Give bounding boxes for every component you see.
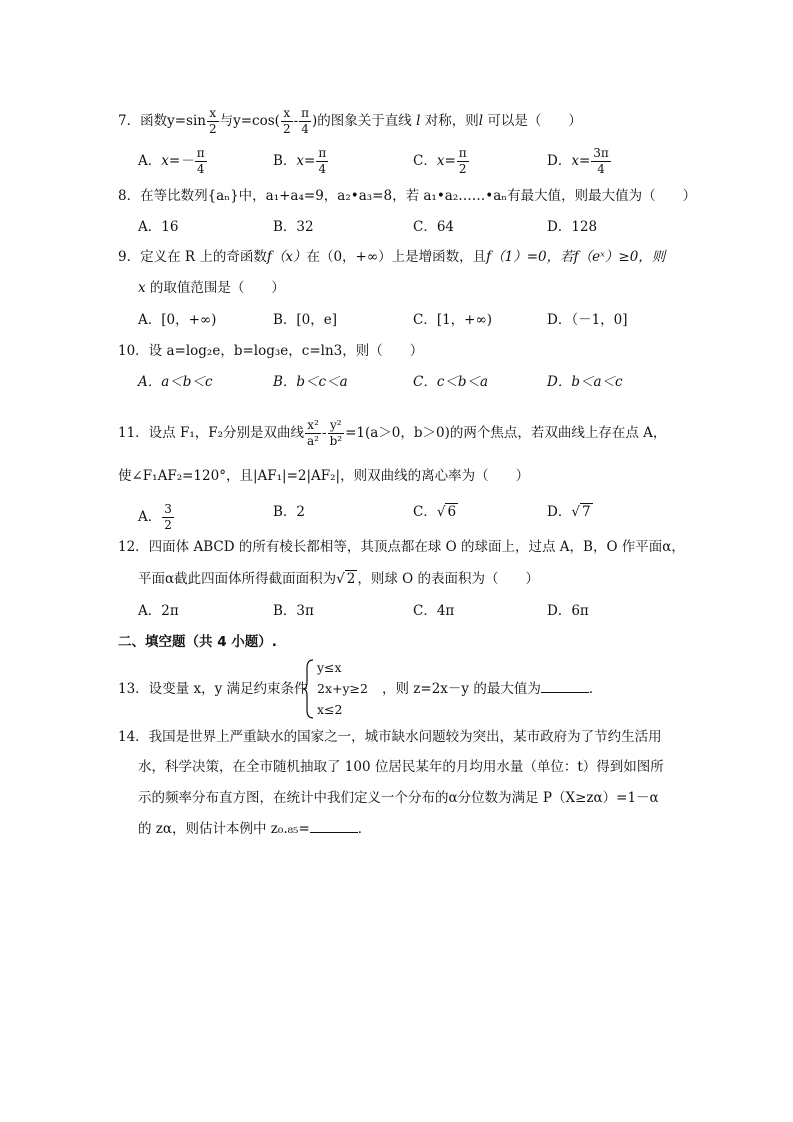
- q11-frac-x: [305, 418, 321, 449]
- q8-option-b: B．32: [273, 219, 314, 235]
- q8-option-a: A．16: [138, 219, 179, 235]
- q11-stem: [118, 418, 666, 449]
- q9-option-b: B．[0，e]: [273, 312, 338, 328]
- q7-minus: -: [293, 113, 299, 129]
- q11-d-sqrt: √ 7: [571, 504, 591, 520]
- q9-f1: f（1）=0，若: [486, 249, 574, 265]
- q10-option-d: D．b＜a＜c: [547, 374, 623, 390]
- q14-line1: 14．我国是世界上严重缺水的国家之一，城市缺水问题较为突出，某市政府为了节约生活用: [118, 729, 662, 745]
- q7-option-d: [547, 146, 612, 177]
- q11-a-den: 2: [164, 518, 172, 532]
- q9-x: x: [138, 280, 146, 296]
- q7-tail-b: 对称，则: [424, 113, 479, 129]
- q11-minus: -: [322, 425, 327, 441]
- q7-d-val: x=: [571, 153, 591, 169]
- q7-tail-a: )的图象关于直线: [312, 113, 412, 129]
- q7-c-label: C．: [413, 153, 437, 169]
- q9-option-d: D．（－1，0]: [547, 312, 628, 328]
- q13-stem-b-text: ，则 z=2x－y 的最大值为: [382, 681, 541, 697]
- q11-a-frac: [162, 502, 174, 533]
- q7-d-num: 3π: [593, 146, 609, 160]
- q7-option-c: [413, 146, 470, 177]
- q7-frac-x-2: [207, 106, 219, 137]
- q10-option-c: C．c＜b＜a: [413, 374, 489, 390]
- q12-line2b: ，则球 O 的表面积为（ ）: [357, 571, 539, 587]
- q8-option-c: C．64: [413, 219, 455, 235]
- q14-line2: 水，科学决策，在全市随机抽取了 100 位居民某年的月均用水量（单位：t）得到如图所: [138, 759, 664, 775]
- q11-c-sqrt: √ 6: [436, 504, 457, 520]
- q11-stem-a: 11．设点 F₁，F₂分别是双曲线: [118, 425, 305, 441]
- q11-frac-y: [328, 418, 345, 449]
- q11-b2: b²: [329, 434, 343, 448]
- q9-stem-1: 9．定义在 R 上的奇函数: [118, 249, 267, 265]
- q11-option-a: [138, 502, 175, 533]
- q7-frac-den: 2: [208, 122, 217, 136]
- q7-a-frac: [195, 146, 207, 177]
- q11-a-label: A．: [138, 509, 162, 525]
- q11-a-num: 3: [164, 502, 172, 516]
- q7-b-frac: [316, 146, 328, 177]
- q7-frac-num-b: x: [281, 106, 293, 122]
- q14-line4: [138, 819, 371, 839]
- q7-d-frac: [591, 146, 611, 177]
- q12-option-c: C．4π: [413, 603, 455, 619]
- q13-constraint-1: y≤x: [317, 660, 342, 675]
- q12-option-a: A．2π: [138, 603, 179, 619]
- q14-line3: 示的频率分布直方图，在统计中我们定义一个分布的α分位数为满足 P（X≥zα）=1－α: [138, 790, 659, 806]
- q7-frac-num: x: [207, 106, 219, 122]
- q11-x2: x²: [305, 418, 321, 434]
- q12-option-d: D．6π: [547, 603, 589, 619]
- q13-end: ．: [588, 681, 603, 697]
- q14-line4a: 的 zα，则估计本例中 z₀.₈₅=: [138, 821, 310, 837]
- q11-d-label: D．: [547, 504, 572, 520]
- q9-fe: f（eˣ）≥0，则: [573, 249, 666, 265]
- q9-f: f（x）: [266, 249, 307, 265]
- q9-option-c: C．[1，+∞): [413, 312, 493, 328]
- q11-c-rad: 6: [447, 504, 457, 520]
- q7-b-label: B．: [273, 153, 297, 169]
- q11-stem-b: =1(a＞0，b＞0)的两个焦点，若双曲线上存在点 A，: [345, 425, 667, 441]
- q12-line2a: 平面α截此四面体所得截面面积为: [138, 571, 337, 587]
- q10-option-a: A．a＜b＜c: [138, 374, 213, 390]
- q7-d-label: D．: [547, 153, 572, 169]
- q14-end: ．: [357, 821, 372, 837]
- q13-answer-blank[interactable]: [541, 680, 589, 693]
- q9-stem-2: 在（0，+∞）上是增函数，且: [306, 249, 487, 265]
- q11-y2: y²: [328, 418, 345, 434]
- q12-stem-line2: [138, 569, 539, 589]
- q11-option-c: [413, 502, 458, 522]
- q7-option-a: [138, 146, 208, 177]
- q7-frac-4: 4: [301, 122, 309, 136]
- q7-mid: 与y=cos(: [219, 113, 280, 129]
- q11-option-b: B．2: [273, 504, 306, 520]
- q9-stem-3: 的取值范围是（ ）: [149, 280, 285, 296]
- q7-a-label: A．: [138, 153, 162, 169]
- q7-c-frac: [457, 146, 469, 177]
- q7-l: l: [416, 113, 421, 129]
- q13-stem-a: 13．设变量 x，y 满足约束条件: [118, 681, 308, 697]
- q7-b-val: x=: [296, 153, 316, 169]
- q13-constraint-2: 2x+y≥2: [317, 681, 368, 696]
- q7-frac-x-2-b: [281, 106, 293, 137]
- q12-stem: 12．四面体 ABCD 的所有棱长都相等，其顶点都在球 O 的球面上，过点 A，B，O 作平面α，: [118, 539, 685, 555]
- q7-b-den: 4: [318, 162, 327, 176]
- q7-a-num: π: [196, 146, 205, 160]
- q12-sqrt: √ 2: [336, 571, 356, 587]
- q7-c-den: 2: [458, 162, 467, 176]
- q11-d-rad: 7: [581, 504, 591, 520]
- q12-option-b: B．3π: [273, 603, 314, 619]
- q9-stem-line2: [138, 278, 285, 298]
- q14-answer-blank[interactable]: [310, 820, 358, 833]
- q7-stem-a: 7．函数y=sin: [118, 113, 206, 129]
- q9-option-a: A．[0，+∞): [138, 312, 217, 328]
- q13-stem-b: [382, 679, 602, 699]
- q7-b-num: π: [318, 146, 327, 160]
- q7-frac-pi: π: [301, 106, 310, 120]
- q7-frac-pi-4: [299, 106, 311, 137]
- q7-tail-c: 可以是（ ）: [487, 113, 582, 129]
- q8-option-d: D．128: [547, 219, 598, 235]
- q9-stem: [118, 247, 665, 267]
- q7-d-den: 4: [597, 162, 605, 176]
- q11-stem-line2: 使∠F₁AF₂=120°，且|AF₁|=2|AF₂|，则双曲线的离心率为（ ）: [118, 468, 530, 484]
- q12-rad: 2: [346, 571, 356, 587]
- q7-option-b: [273, 146, 329, 177]
- q7-c-num: π: [458, 146, 467, 160]
- q11-option-d: [547, 502, 593, 522]
- q7-a-val: x=－: [161, 153, 194, 169]
- q13-brace-icon: [303, 658, 315, 720]
- q7-stem: [118, 106, 582, 137]
- q10-option-b: B．b＜c＜a: [273, 374, 348, 390]
- q7-l-2: l: [478, 113, 484, 129]
- q8-stem: 8．在等比数列{aₙ}中，a₁+a₄=9，a₂•a₃=8，若 a₁•a₂……•aₙ有最大值，则最大值为（ ）: [118, 188, 697, 204]
- q10-stem: 10．设 a=log₂e，b=log₃e，c=ln3，则（ ）: [118, 343, 424, 359]
- q7-c-val: x=: [436, 153, 456, 169]
- q11-c-label: C．: [413, 504, 437, 520]
- q13-constraint-3: x≤2: [317, 702, 343, 717]
- q7-frac-den-b: 2: [282, 122, 291, 136]
- q7-a-den: 4: [196, 162, 205, 176]
- q11-a2: a²: [307, 434, 319, 448]
- section-heading-fill-blank: 二、填空题（共 4 小题）.: [118, 634, 277, 650]
